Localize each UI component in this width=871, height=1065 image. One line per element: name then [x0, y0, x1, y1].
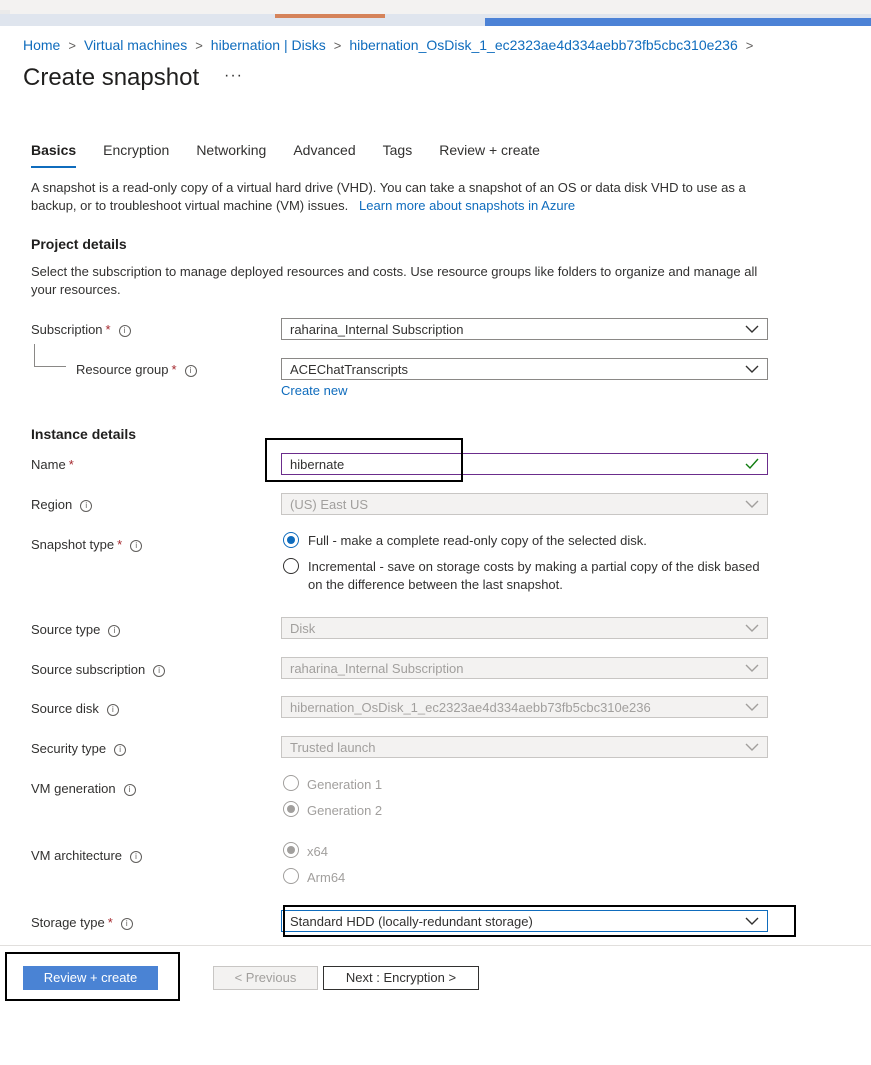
- previous-button: < Previous: [213, 966, 318, 990]
- create-new-resource-group-link[interactable]: Create new: [281, 383, 348, 398]
- top-bar-highlight: [485, 18, 871, 26]
- vm-architecture-x64-label: x64: [307, 844, 328, 859]
- chevron-down-icon: [745, 323, 759, 335]
- required-marker: *: [107, 915, 113, 930]
- snapshot-type-full-radio[interactable]: [283, 532, 299, 548]
- project-details-heading: Project details: [31, 236, 127, 252]
- breadcrumb-separator: >: [745, 38, 754, 53]
- info-icon[interactable]: i: [124, 784, 136, 796]
- breadcrumb-separator: >: [195, 38, 203, 53]
- source-disk-value: hibernation_OsDisk_1_ec2323ae4d334aebb73fb5cbc310e236: [290, 700, 651, 715]
- security-type-value: Trusted launch: [290, 740, 376, 755]
- snapshot-type-incremental-label: Incremental - save on storage costs by making a partial copy of the disk based: [308, 559, 760, 574]
- region-dropdown: [281, 493, 768, 515]
- portal-top-bar: [0, 0, 871, 26]
- vm-generation-1-radio: [283, 775, 299, 791]
- info-icon[interactable]: i: [80, 500, 92, 512]
- tab-advanced[interactable]: Advanced: [293, 142, 356, 158]
- subscription-label-text: Subscription: [31, 322, 103, 337]
- info-icon[interactable]: i: [119, 325, 131, 337]
- info-icon[interactable]: i: [121, 918, 133, 930]
- source-type-label-text: Source type: [31, 622, 101, 637]
- chevron-down-icon: [745, 498, 759, 510]
- more-actions-button[interactable]: ···: [224, 67, 243, 84]
- snapshot-type-incremental-radio[interactable]: [283, 558, 299, 574]
- chevron-down-icon: [745, 363, 759, 375]
- project-details-description: Select the subscription to manage deployed resources and costs. Use resource groups like folders to organize and manage all your resources.: [31, 264, 758, 297]
- source-subscription-value: raharina_Internal Subscription: [290, 661, 464, 676]
- vm-architecture-x64-radio: [283, 842, 299, 858]
- vm-architecture-arm64-label: Arm64: [307, 870, 346, 885]
- breadcrumb-os-disk[interactable]: hibernation_OsDisk_1_ec2323ae4d334aebb73fb5cbc310e236: [349, 37, 738, 53]
- source-disk-label-text: Source disk: [31, 701, 99, 716]
- breadcrumb-virtual-machines[interactable]: Virtual machines: [83, 37, 188, 53]
- tree-connector: [34, 366, 66, 367]
- vm-architecture-label: [31, 848, 142, 863]
- source-subscription-dropdown: [281, 657, 768, 679]
- tab-encryption[interactable]: Encryption: [103, 142, 170, 158]
- resource-group-label: [76, 362, 197, 377]
- tab-review-create[interactable]: Review + create: [439, 142, 540, 158]
- highlight-box: [283, 905, 796, 937]
- snapshot-type-incremental-label-cont: on the difference between the last snapshot.: [308, 577, 563, 592]
- review-create-button[interactable]: Review + create: [23, 966, 158, 990]
- name-input-value: hibernate: [290, 457, 345, 472]
- breadcrumb-hibernation-disks[interactable]: hibernation | Disks: [210, 37, 326, 53]
- info-icon[interactable]: i: [153, 665, 165, 677]
- chevron-down-icon: [745, 701, 759, 713]
- region-value: (US) East US: [290, 497, 369, 512]
- tab-bar: [31, 142, 567, 168]
- subscription-label: [31, 322, 131, 337]
- source-type-value: Disk: [290, 621, 316, 636]
- intro-text: A snapshot is a read-only copy of a virtual hard drive (VHD). You can take a snapshot of an OS or data disk VHD to use as a backup, or to troubleshoot virtual machine (VM) issues.: [31, 180, 746, 213]
- chevron-down-icon: [745, 662, 759, 674]
- storage-type-value: Standard HDD (locally-redundant storage): [290, 914, 533, 929]
- tree-connector: [34, 344, 35, 366]
- storage-type-label: [31, 915, 133, 930]
- vm-generation-2-label: Generation 2: [307, 803, 383, 818]
- region-label: [31, 497, 92, 512]
- vm-generation-1-label: Generation 1: [307, 777, 383, 792]
- source-subscription-label-text: Source subscription: [31, 662, 146, 677]
- vm-architecture-label-text: VM architecture: [31, 848, 123, 863]
- info-icon[interactable]: i: [130, 851, 142, 863]
- resource-group-dropdown[interactable]: [281, 358, 768, 380]
- info-icon[interactable]: i: [114, 744, 126, 756]
- source-disk-dropdown: [281, 696, 768, 718]
- breadcrumb: [23, 37, 761, 53]
- chevron-down-icon: [745, 622, 759, 634]
- checkmark-icon: [745, 458, 759, 470]
- breadcrumb-home[interactable]: Home: [23, 37, 61, 53]
- required-marker: *: [117, 537, 123, 552]
- instance-details-heading: Instance details: [31, 426, 137, 442]
- chevron-down-icon: [745, 741, 759, 753]
- source-disk-label: [31, 701, 119, 716]
- info-icon[interactable]: i: [108, 625, 120, 637]
- source-type-label: [31, 622, 120, 637]
- page-title: Create snapshot: [23, 64, 200, 91]
- subscription-value: raharina_Internal Subscription: [290, 322, 464, 337]
- resource-group-label-text: Resource group: [76, 362, 169, 377]
- name-label-text: Name: [31, 457, 66, 472]
- required-marker: *: [171, 362, 177, 377]
- storage-type-label-text: Storage type: [31, 915, 105, 930]
- vm-generation-label-text: VM generation: [31, 781, 116, 796]
- vm-generation-2-radio: [283, 801, 299, 817]
- tab-networking[interactable]: Networking: [196, 142, 267, 158]
- tab-basics[interactable]: Basics: [31, 142, 76, 168]
- name-label: [31, 457, 74, 472]
- intro-description: [31, 179, 771, 215]
- info-icon[interactable]: i: [130, 540, 142, 552]
- security-type-dropdown: [281, 736, 768, 758]
- info-icon[interactable]: i: [107, 704, 119, 716]
- next-encryption-button[interactable]: Next : Encryption >: [323, 966, 479, 990]
- breadcrumb-separator: >: [333, 38, 342, 53]
- highlight-box: [265, 438, 463, 482]
- resource-group-value: ACEChatTranscripts: [290, 362, 408, 377]
- info-icon[interactable]: i: [185, 365, 197, 377]
- snapshot-type-label-text: Snapshot type: [31, 537, 115, 552]
- subscription-dropdown[interactable]: [281, 318, 768, 340]
- tab-tags[interactable]: Tags: [382, 142, 413, 158]
- source-subscription-label: [31, 662, 165, 677]
- highlight-box: [5, 952, 180, 1001]
- vm-architecture-arm64-radio: [283, 868, 299, 884]
- vm-generation-label: [31, 781, 136, 796]
- breadcrumb-separator: >: [68, 38, 76, 53]
- required-marker: *: [105, 322, 111, 337]
- snapshot-type-label: [31, 537, 142, 552]
- footer-divider: [0, 945, 871, 946]
- learn-more-link[interactable]: Learn more about snapshots in Azure: [359, 198, 576, 213]
- top-bar-accent: [275, 14, 385, 18]
- required-marker: *: [68, 457, 74, 472]
- snapshot-type-full-label: Full - make a complete read-only copy of the selected disk.: [308, 533, 647, 548]
- security-type-label: [31, 741, 126, 756]
- security-type-label-text: Security type: [31, 741, 107, 756]
- source-type-dropdown: [281, 617, 768, 639]
- region-label-text: Region: [31, 497, 73, 512]
